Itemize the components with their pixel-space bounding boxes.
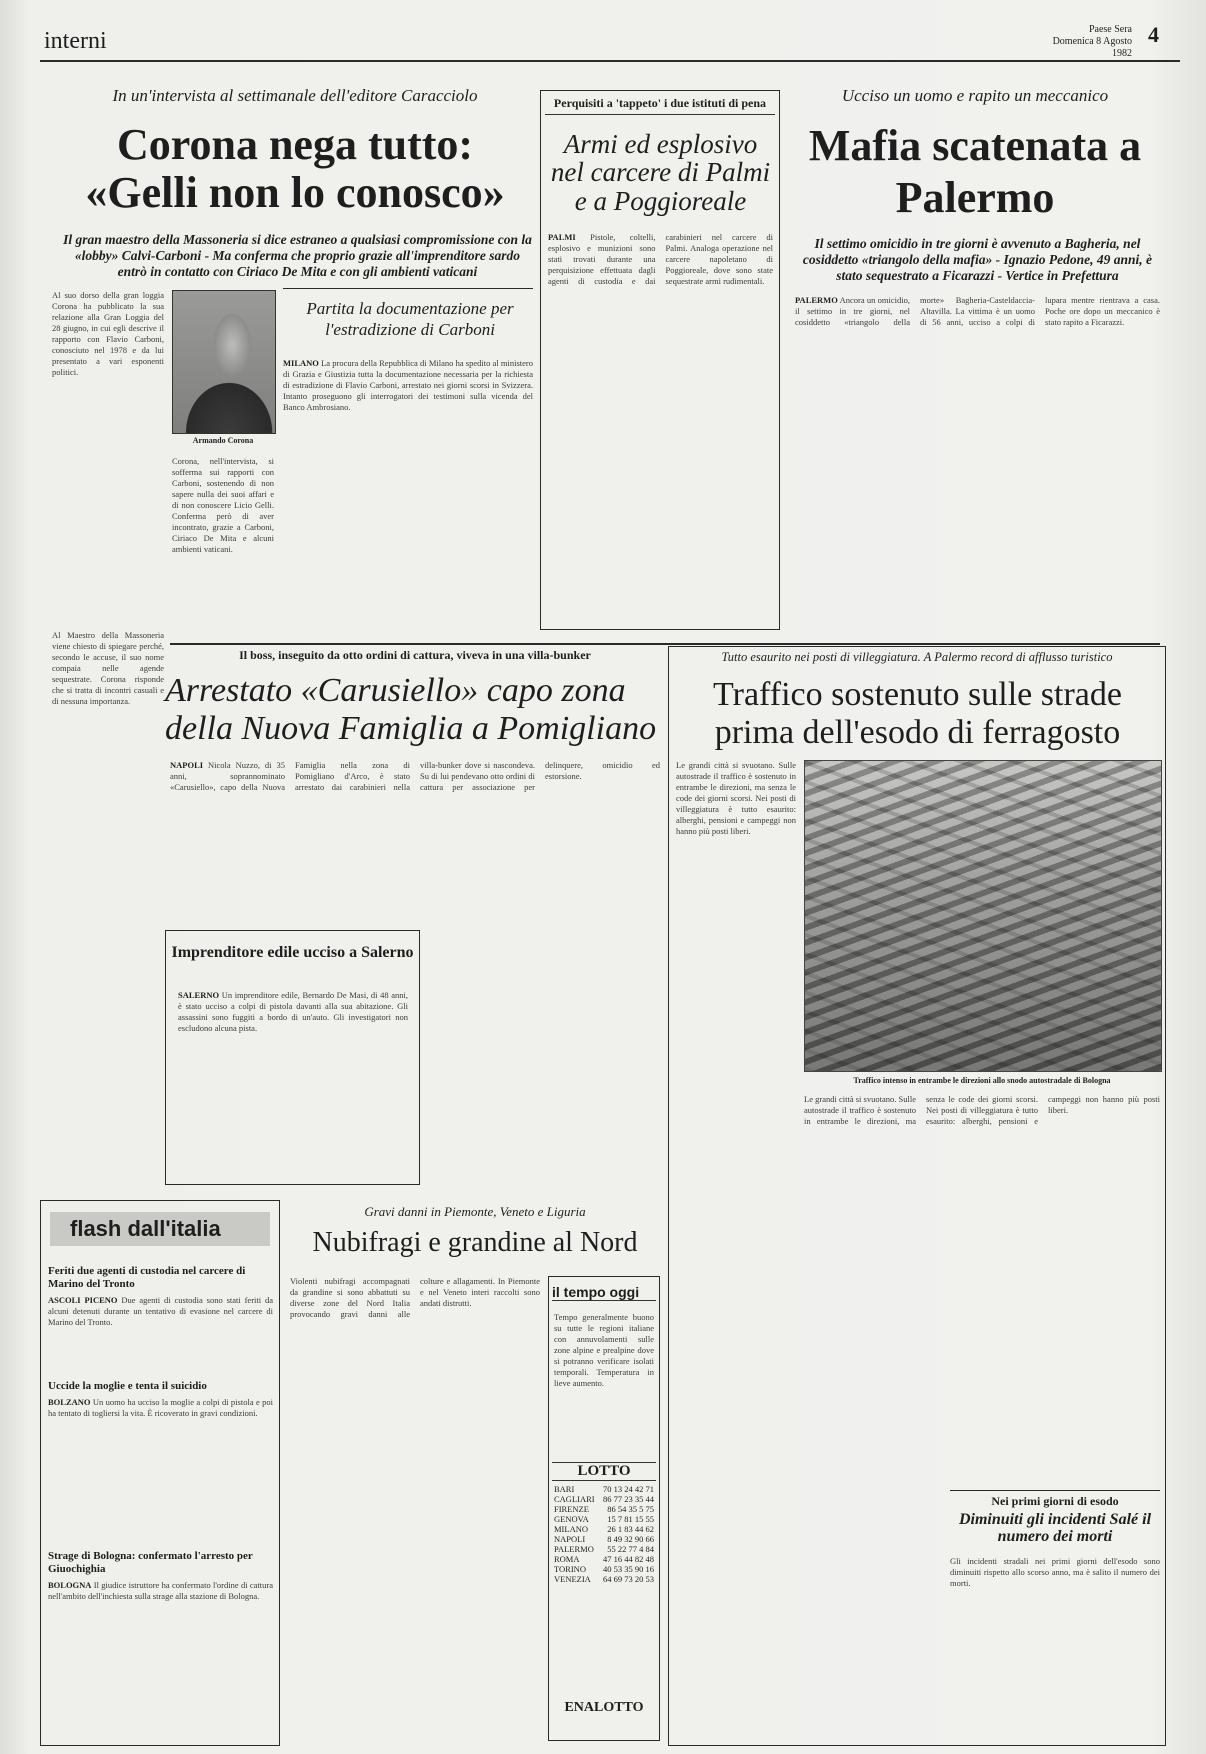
nubifragi-kicker: Gravi danni in Piemonte, Veneto e Liguria bbox=[364, 1204, 586, 1219]
flash-item-3-head: Strage di Bologna: confermato l'arresto per Giuochighia bbox=[48, 1550, 253, 1575]
flash-item-1-head: Feriti due agenti di custodia nel carcere di Marino del Tronto bbox=[48, 1265, 246, 1290]
tempo-title: il tempo oggi bbox=[552, 1284, 656, 1301]
lotto-city: VENEZIA bbox=[554, 1574, 591, 1584]
flash-title-bar bbox=[50, 1212, 270, 1246]
corona-body-col-2: Corona, nell'intervista, si sofferma sui rapporti con Carboni, sostenendo di non sapere nulla dei suoi affari e di non conoscere Licio Gelli. Conferma però di aver incontrato, grazie a Carboni, Ciriaco De Mita e alcuni ambienti vaticani. bbox=[172, 456, 274, 554]
corona-kicker: In un'intervista al settimanale dell'editore Caracciolo bbox=[112, 86, 478, 105]
lotto-row bbox=[552, 1504, 656, 1514]
corona-body-col-1: Al suo dorso della gran loggia Corona ha pubblicato la sua relazione alla Gran Loggia del 28 giugno, in cui egli descrive il rapporto con Flavio Carboni, conosciuto nel 1978 e da lui presentato a vari esponenti politici. bbox=[52, 290, 164, 377]
flash-item-2-text: Un uomo ha ucciso la moglie a colpi di pistola e poi ha tentato di togliersi la vita. È ricoverato in gravi condizioni. bbox=[48, 1397, 273, 1418]
lotto-city: MILANO bbox=[554, 1524, 588, 1534]
lotto-numbers: 64 69 73 20 53 bbox=[603, 1574, 654, 1584]
salerno-dateline: SALERNO bbox=[178, 990, 220, 1000]
salerno-body bbox=[178, 990, 408, 1175]
flash-item-3-dateline: BOLOGNA bbox=[48, 1580, 92, 1590]
lotto-city: ROMA bbox=[554, 1554, 580, 1564]
armi-dateline: PALMI bbox=[548, 232, 576, 242]
mafia-kicker: Ucciso un uomo e rapito un meccanico bbox=[841, 86, 1109, 105]
armi-kicker: Perquisiti a 'tappeto' i due istituti di pena bbox=[545, 96, 775, 115]
carboni-text: La procura della Repubblica di Milano ha spedito al ministero di Grazia e Giustizia tutta la documentazione necessaria per la richiesta di estradizione di Flavio Carboni, arrestato nei giorni scorsi in Svizzera. Intanto proseguono gli interrogatori dei testimoni sulla vicenda del Banco Ambrosiano. bbox=[283, 358, 533, 412]
issue-date: Domenica 8 Agosto 1982 bbox=[1052, 36, 1132, 59]
mafia-dateline: PALERMO bbox=[795, 295, 838, 305]
salerno-text: Un imprenditore edile, Bernardo De Masi, di 48 anni, è stato ucciso a colpi di pistola davanti alla sua abitazione. Gli assassini sono fuggiti a bordo di un'auto. Gli investigatori non escludono alcuna pista. bbox=[178, 990, 408, 1033]
mafia-headline: Mafia scatenata a Palermo bbox=[808, 121, 1142, 222]
traffico-body-col-1: Le grandi città si svuotano. Sulle autostrade il traffico è sostenuto in entrambe le direzioni, ma senza le code dei giorni scorsi. Nei posti di villeggiatura è tutto esaurito: alberghi, pensioni e campeggi non hanno più posti liberi. bbox=[676, 760, 796, 836]
corona-photo bbox=[172, 290, 276, 434]
lotto-row bbox=[552, 1524, 656, 1534]
page-number: 4 bbox=[1148, 22, 1159, 47]
lotto-city: BARI bbox=[554, 1484, 575, 1494]
lotto-city: PALERMO bbox=[554, 1544, 594, 1554]
mafia-text: Ancora un omicidio, il settimo in tre giorni, nel cosiddetto «triangolo della morte» Bagheria-Casteldaccia-Altavilla. La vittima è un uomo di 56 anni, ucciso a colpi di lupara mentre rientrava a casa. Poche ore dopo un meccanico è stato rapito a Ficarazzi. bbox=[795, 295, 1160, 327]
carusiello-kicker: Il boss, inseguito da otto ordini di cattura, viveva in una villa-bunker bbox=[239, 648, 591, 662]
lotto-rows bbox=[552, 1484, 656, 1584]
corona-photo-caption: Armando Corona bbox=[192, 436, 254, 445]
flash-item-2-body bbox=[48, 1397, 273, 1537]
lotto-numbers: 15 7 81 15 55 bbox=[607, 1514, 654, 1524]
lotto-city: CAGLIARI bbox=[554, 1494, 595, 1504]
carusiello-text: Nicola Nuzzo, di 35 anni, soprannominato «Carusiello», capo della Nuova Famiglia nella zona di Pomigliano d'Arco, è stato arrestato dai carabinieri nella villa-bunker dove si nascondeva. Su di lui pendevano otto ordini di cattura per associazione per delinquere, omicidio ed estorsione. bbox=[170, 760, 660, 792]
tempo-body: Tempo generalmente buono su tutte le regioni italiane con annuvolamenti sulle zone alpine e prealpine dove si potranno verificare isolati temporali. Temperatura in lieve aumento. bbox=[554, 1312, 654, 1388]
armi-headline: Armi ed esplosivo nel carcere di Palmi e a Poggioreale bbox=[550, 129, 771, 216]
traffico-photo bbox=[804, 760, 1162, 1072]
lotto-numbers: 40 53 35 90 16 bbox=[603, 1564, 654, 1574]
traffico-photo-caption: Traffico intenso in entrambe le direzioni allo snodo autostradale di Bologna bbox=[853, 1076, 1111, 1085]
mafia-subhead: Il settimo omicidio in tre giorni è avvenuto a Bagheria, nel cosiddetto «triangolo della mafia» - Ignazio Pedone, 49 anni, è stato sequestrato a Ficarazzi - Vertice in Prefettura bbox=[802, 236, 1153, 284]
newspaper-name: Paese Sera bbox=[1088, 24, 1132, 35]
carboni-kicker: Partita la documentazione per l'estradizione di Carboni bbox=[306, 299, 514, 339]
incidenti-rule bbox=[950, 1490, 1160, 1491]
lotto-city: NAPOLI bbox=[554, 1534, 586, 1544]
flash-item-1-body bbox=[48, 1295, 273, 1365]
traffico-headline: Traffico sostenuto sulle strade prima dell'esodo di ferragosto bbox=[713, 676, 1122, 751]
lotto-row bbox=[552, 1514, 656, 1524]
header-rule bbox=[40, 60, 1180, 62]
carboni-dateline: MILANO bbox=[283, 358, 319, 368]
lotto-row bbox=[552, 1554, 656, 1564]
carusiello-headline: Arrestato «Carusiello» capo zona della Nuova Famiglia a Pomigliano bbox=[165, 672, 657, 747]
masthead-info bbox=[1040, 24, 1132, 60]
traffico-body-col-2: Le grandi città si svuotano. Sulle autostrade il traffico è sostenuto in entrambe le direzioni, ma senza le code dei giorni scorsi. Nei posti di villeggiatura è tutto esaurito: alberghi, pensioni e campeggi non hanno più posti liberi. bbox=[804, 1094, 1160, 1126]
flash-item-3-text: Il giudice istruttore ha confermato l'ordine di cattura nell'ambito dell'inchiesta sulla strage alla stazione di Bologna. bbox=[48, 1580, 273, 1601]
traffico-kicker: Tutto esaurito nei posti di villeggiatura. A Palermo record di afflusso turistico bbox=[721, 650, 1113, 664]
armi-body bbox=[548, 232, 773, 622]
enalotto-title: ENALOTTO bbox=[564, 1700, 644, 1715]
lotto-row bbox=[552, 1534, 656, 1544]
section-title: interni bbox=[44, 28, 107, 54]
corona-body-col-1b: Al Maestro della Massoneria viene chiesto di spiegare perché, secondo le accuse, il suo nome compaia nelle agende sequestrate. Corona risponde che si tratta di incontri casuali e di nessuna importanza. bbox=[52, 630, 164, 706]
lotto-city: TORINO bbox=[554, 1564, 586, 1574]
carusiello-dateline: NAPOLI bbox=[170, 760, 204, 770]
corona-headline-1: Corona nega tutto: bbox=[116, 120, 474, 169]
flash-item-2-dateline: BOLZANO bbox=[48, 1397, 91, 1407]
flash-item-3-body bbox=[48, 1580, 273, 1700]
incidenti-headline: Diminuiti gli incidenti Salé il numero dei morti bbox=[958, 1511, 1152, 1545]
lotto-title: LOTTO bbox=[552, 1462, 656, 1481]
flash-item-1-dateline: ASCOLI PICENO bbox=[48, 1295, 118, 1305]
flash-item-2 bbox=[48, 1380, 273, 1537]
lotto-row bbox=[552, 1484, 656, 1494]
lotto-numbers: 70 13 24 42 71 bbox=[603, 1484, 654, 1494]
mafia-body bbox=[795, 295, 1160, 625]
lotto-table bbox=[552, 1484, 656, 1584]
carboni-body bbox=[283, 358, 533, 648]
lotto-numbers: 26 1 83 44 62 bbox=[607, 1524, 654, 1534]
lotto-numbers: 86 54 35 5 75 bbox=[607, 1504, 654, 1514]
flash-title: flash dall'italia bbox=[70, 1216, 221, 1241]
nubifragi-body: Violenti nubifragi accompagnati da grandine si sono abbattuti su diverse zone del Nord Italia provocando gravi danni alle colture e allagamenti. In Piemonte e nel Veneto interi raccolti sono andati distrutti. bbox=[290, 1276, 540, 1319]
corona-subhead: Il gran maestro della Massoneria si dice estraneo a qualsiasi compromissione con la «lobby» Calvi-Carboni - Ma conferma che proprio grazie all'imprenditore sardo entrò in contatto con Ciriaco De Mita e con gli ambienti vaticani bbox=[63, 232, 532, 280]
flash-item-2-head: Uccide la moglie e tenta il suicidio bbox=[48, 1380, 207, 1392]
lotto-numbers: 8 49 32 90 66 bbox=[607, 1534, 654, 1544]
lotto-city: GENOVA bbox=[554, 1514, 589, 1524]
lotto-numbers: 47 16 44 82 48 bbox=[603, 1554, 654, 1564]
lotto-row bbox=[552, 1494, 656, 1504]
corona-headline-2: «Gelli non lo conosco» bbox=[85, 168, 505, 217]
flash-item-1 bbox=[48, 1265, 273, 1365]
flash-item-1-text: Due agenti di custodia sono stati feriti da alcuni detenuti durante un tentativo di evasione nel carcere di Marino del Tronto. bbox=[48, 1295, 273, 1327]
incidenti-body: Gli incidenti stradali nei primi giorni dell'esodo sono diminuiti rispetto allo scorso anno, ma è salito il numero dei morti. bbox=[950, 1556, 1160, 1588]
mid-rule bbox=[170, 643, 1160, 645]
lotto-city: FIRENZE bbox=[554, 1504, 589, 1514]
lotto-row bbox=[552, 1564, 656, 1574]
lotto-row bbox=[552, 1544, 656, 1554]
flash-item-3 bbox=[48, 1550, 273, 1700]
lotto-numbers: 86 77 23 35 44 bbox=[603, 1494, 654, 1504]
nubifragi-headline: Nubifragi e grandine al Nord bbox=[312, 1227, 638, 1258]
carboni-rule bbox=[283, 288, 533, 289]
lotto-row bbox=[552, 1574, 656, 1584]
lotto-numbers: 55 22 77 4 84 bbox=[607, 1544, 654, 1554]
incidenti-kicker: Nei primi giorni di esodo bbox=[991, 1494, 1119, 1508]
salerno-headline: Imprenditore edile ucciso a Salerno bbox=[171, 944, 414, 961]
armi-text: Pistole, coltelli, esplosivo e munizioni sono stati trovati durante una perquisizione effettuata dagli agenti di custodia e dai carabinieri nel carcere di Palmi. Analoga operazione nel carcere napoletano di Poggioreale, dove sono state sequestrate armi rudimentali. bbox=[548, 232, 773, 286]
